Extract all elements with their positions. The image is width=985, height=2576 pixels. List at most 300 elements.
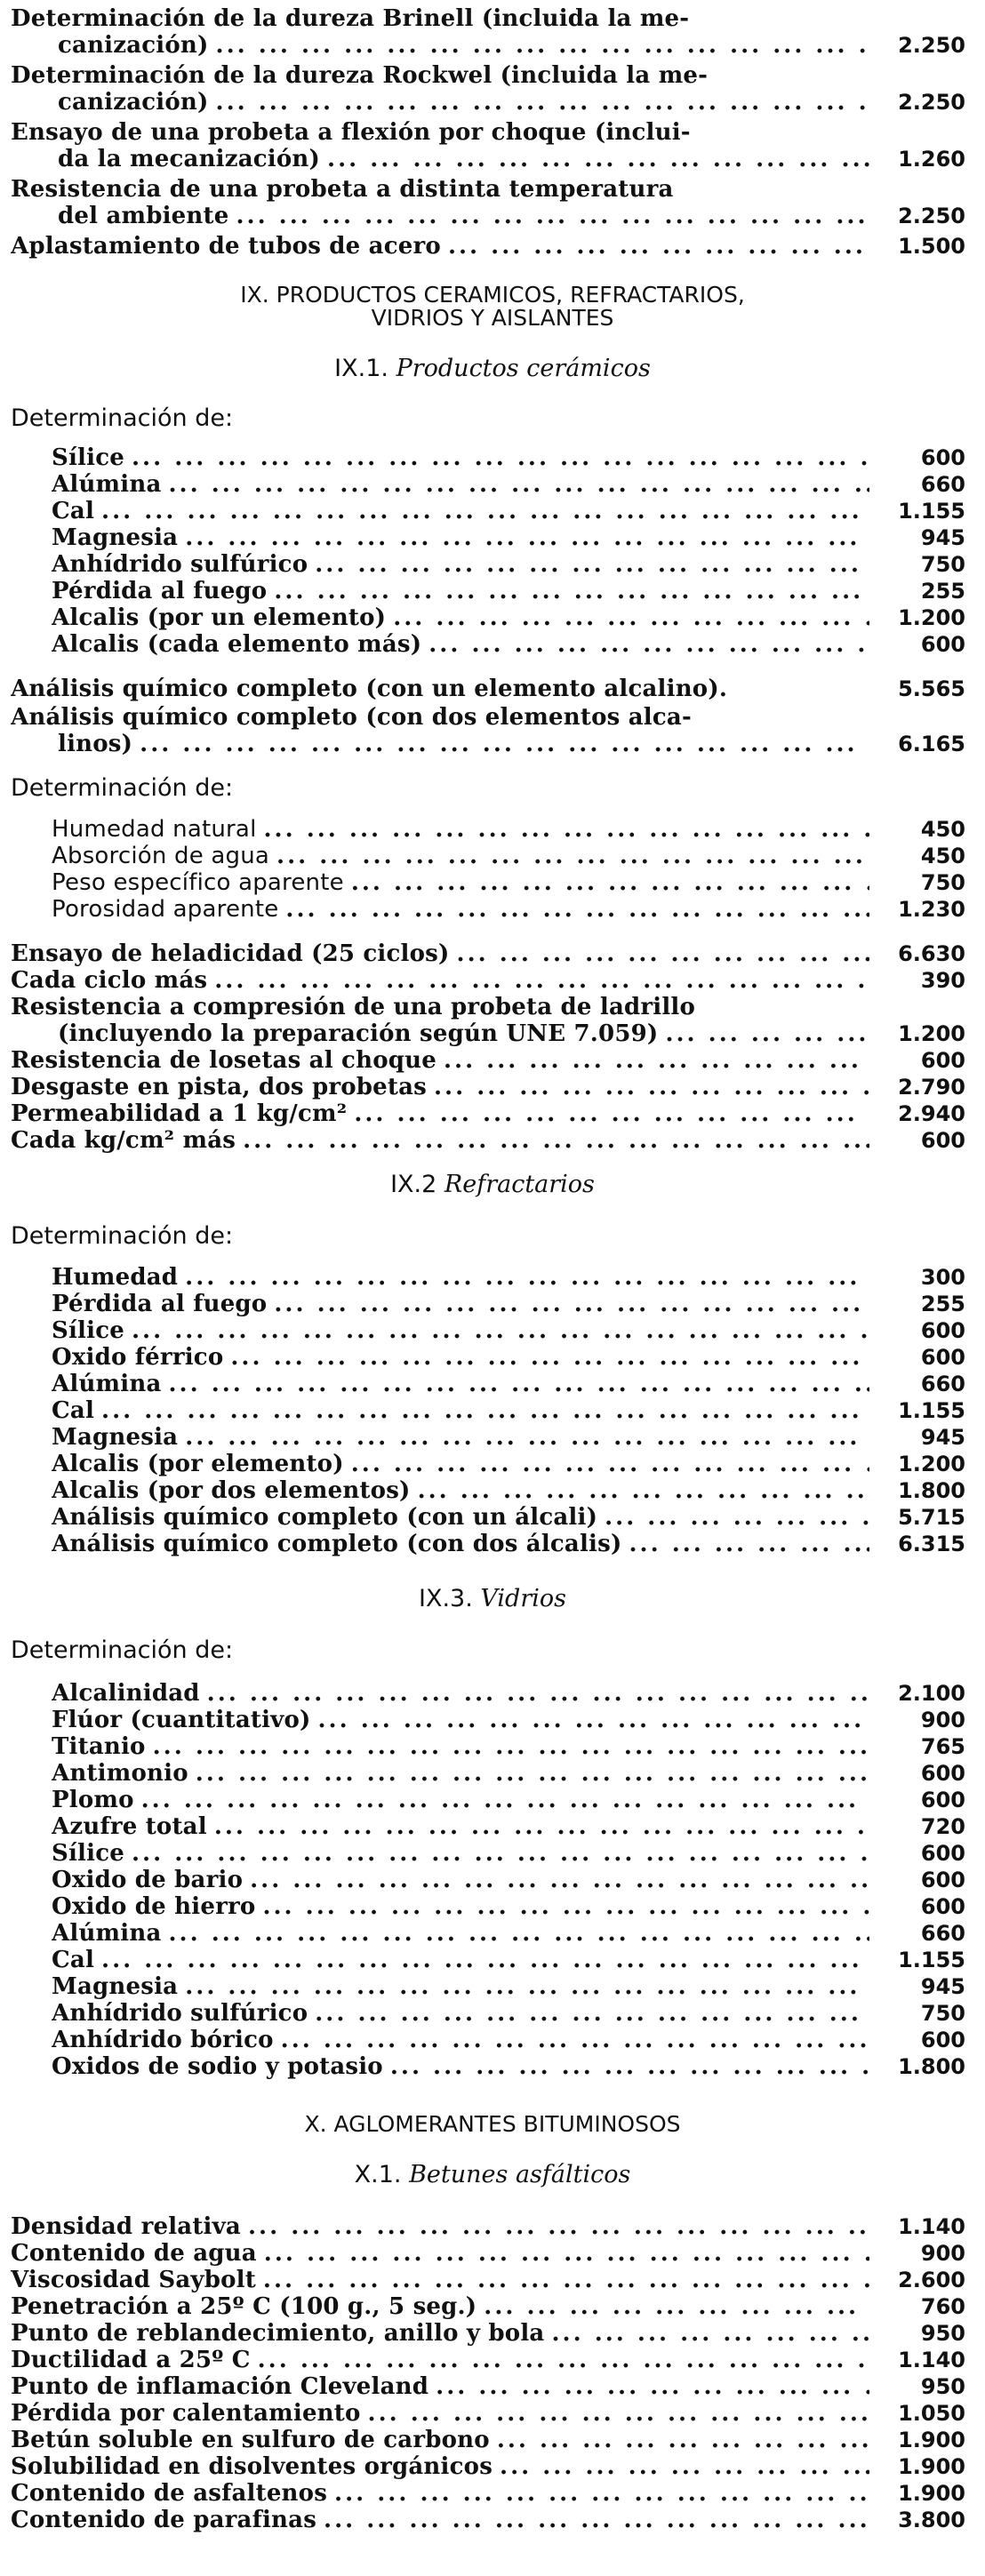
row-price: 1.155: [898, 499, 965, 524]
tariff-row: [0, 578, 985, 604]
row-label: [52, 1424, 869, 1451]
dot-leader: [393, 604, 869, 631]
tariff-row: [0, 1973, 985, 2000]
dot-leader: [484, 2293, 869, 2320]
dot-leader: [276, 843, 869, 869]
row-price: 2.250: [898, 33, 965, 58]
row-label: [52, 2053, 869, 2080]
row-label: [52, 1504, 869, 1531]
row-label: [11, 1047, 869, 1074]
row-text: Densidad relativa: [11, 2213, 241, 2240]
dot-leader: [428, 631, 869, 658]
tariff-row: [0, 444, 985, 471]
dot-leader: [264, 2240, 869, 2267]
row-price: 2.600: [898, 2268, 965, 2292]
section-heading: X. AGLOMERANTES BITUMINOSOS: [304, 2111, 681, 2137]
row-price: 600: [920, 1841, 965, 1866]
tariff-row: [0, 89, 985, 116]
dot-leader: [274, 1291, 869, 1317]
row-text: Alcalis (cada elemento más): [52, 631, 422, 658]
dot-leader: [281, 2027, 869, 2053]
row-text: Análisis químico completo (con dos elementos alca-: [11, 704, 692, 731]
subsection-heading: [0, 356, 985, 382]
row-text: Ensayo de heladicidad (25 ciclos): [11, 940, 450, 967]
row-label: [11, 2480, 869, 2507]
row-text: Anhídrido sulfúrico: [52, 2000, 308, 2027]
dot-leader: [140, 731, 869, 757]
row-price: 1.900: [898, 2428, 965, 2452]
tariff-row: [0, 119, 985, 146]
dot-leader: [434, 1074, 869, 1100]
tariff-row: [0, 1760, 985, 1787]
dot-leader: [327, 146, 869, 172]
dot-leader: [101, 1397, 869, 1424]
tariff-row: [0, 1127, 985, 1154]
tariff-row: [0, 498, 985, 524]
dot-leader: [351, 1451, 869, 1477]
row-text: Pérdida al fuego: [52, 578, 268, 604]
row-price: 2.940: [898, 1101, 965, 1126]
row-label: [52, 1317, 869, 1344]
row-label: [11, 940, 869, 967]
row-price: 945: [920, 525, 965, 550]
dot-leader: [169, 1920, 870, 1947]
row-label: [52, 869, 869, 896]
row-label: [11, 1100, 869, 1127]
tariff-row: [0, 631, 985, 658]
row-text: Sílice: [52, 444, 124, 471]
dot-leader: [390, 2053, 869, 2080]
row-label: [52, 1920, 869, 1947]
tariff-row: [0, 940, 985, 967]
row-price: 600: [920, 632, 965, 657]
tariff-row: [0, 704, 985, 731]
row-price: 600: [920, 1894, 965, 1919]
row-text: Oxido de hierro: [52, 1893, 256, 1920]
row-text: Magnesia: [52, 1424, 179, 1451]
tariff-row: [0, 896, 985, 923]
row-text: Titanio: [52, 1733, 146, 1760]
row-text: (incluyendo la preparación según UNE 7.059): [58, 1020, 659, 1047]
row-label: [52, 524, 869, 551]
tariff-row: [0, 2453, 985, 2480]
subsection-number: X.1.: [354, 2161, 410, 2188]
dot-leader: [368, 2400, 869, 2427]
tariff-row: [0, 1947, 985, 1973]
row-price: 600: [920, 1318, 965, 1343]
dot-leader: [629, 1531, 869, 1557]
row-label: [58, 731, 869, 757]
row-label: [11, 2507, 869, 2533]
row-text: Antimonio: [52, 1760, 188, 1787]
subsection-number: IX.1.: [334, 355, 396, 382]
tariff-row: [0, 1893, 985, 1920]
tariff-row: [0, 2320, 985, 2347]
row-text: Humedad: [52, 1264, 179, 1291]
subsection-heading: [0, 1172, 985, 1198]
tariff-row: [0, 2053, 985, 2080]
tariff-row: [0, 1317, 985, 1344]
row-text: Magnesia: [52, 1973, 179, 2000]
row-text: Ductilidad a 25º C: [11, 2347, 251, 2373]
row-price: 1.200: [898, 605, 965, 630]
row-text: Alcalis (por elemento): [52, 1451, 344, 1477]
row-label: [52, 1344, 869, 1371]
dot-leader: [185, 1264, 869, 1291]
dot-leader: [318, 1707, 870, 1733]
row-text: canización): [58, 32, 209, 59]
row-text: Contenido de agua: [11, 2240, 257, 2267]
dot-leader: [324, 2507, 869, 2533]
row-text: Anhídrido bórico: [52, 2027, 274, 2053]
row-text: Pérdida por calentamiento: [11, 2400, 361, 2427]
tariff-row: [0, 1291, 985, 1317]
tariff-row: [0, 524, 985, 551]
row-label: [58, 203, 869, 229]
row-price: 945: [920, 1425, 965, 1450]
tariff-row: [0, 5, 985, 32]
row-label: [11, 967, 869, 994]
tariff-row: [0, 967, 985, 994]
row-label: [52, 1477, 869, 1504]
row-label: [52, 631, 869, 658]
row-label: [52, 551, 869, 578]
row-text: Alcalis (por un elemento): [52, 604, 387, 631]
dot-leader: [351, 869, 869, 896]
tariff-row: [0, 1840, 985, 1867]
tariff-row: [0, 1504, 985, 1531]
dot-leader: [262, 1893, 869, 1920]
row-text: Magnesia: [52, 524, 179, 551]
row-label: [52, 1787, 869, 1813]
subsection-title: Betunes asfálticos: [409, 2161, 631, 2188]
row-label: [52, 896, 869, 923]
row-text: Alcalis (por dos elementos): [52, 1477, 411, 1504]
row-text: Alcalinidad: [52, 1680, 200, 1707]
tariff-row: [0, 816, 985, 843]
row-text: Permeabilidad a 1 kg/cm²: [11, 1100, 348, 1127]
row-price: 390: [920, 968, 965, 993]
tariff-row: [0, 1371, 985, 1397]
row-text: Aplastamiento de tubos de acero: [11, 233, 441, 260]
row-price: 5.715: [898, 1505, 965, 1530]
row-price: 1.500: [898, 234, 965, 259]
tariff-row: [0, 1813, 985, 1840]
row-label: [11, 2347, 869, 2373]
row-price: 1.800: [898, 2054, 965, 2079]
row-text: Sílice: [52, 1840, 124, 1867]
subsection-title: Productos cerámicos: [396, 355, 651, 382]
row-label: [52, 1707, 869, 1733]
dot-leader: [354, 1100, 869, 1127]
row-price: 3.800: [898, 2508, 965, 2532]
dot-leader: [285, 896, 869, 923]
tariff-row: [0, 1424, 985, 1451]
tariff-row: [0, 2027, 985, 2053]
dot-leader: [185, 1424, 869, 1451]
row-label: [11, 676, 869, 702]
subsection-heading: [0, 1586, 985, 1612]
tariff-row: [0, 2400, 985, 2427]
row-text: Peso específico aparente: [52, 869, 344, 896]
tariff-row: [0, 1733, 985, 1760]
list-intro: Determinación de:: [11, 1222, 234, 1250]
dot-leader: [132, 1840, 869, 1867]
subsection-heading: [0, 2162, 985, 2188]
row-price: 1.200: [898, 1452, 965, 1476]
tariff-row: [0, 1344, 985, 1371]
row-text: Cal: [52, 1947, 95, 1973]
row-text: Determinación de la dureza Rockwel (incluida la me-: [11, 62, 709, 89]
tariff-row: [0, 2213, 985, 2240]
tariff-row: [0, 604, 985, 631]
subsection-title: Vidrios: [480, 1585, 566, 1612]
row-price: 660: [920, 1921, 965, 1946]
row-text: Alúmina: [52, 1371, 162, 1397]
row-label: [52, 2027, 869, 2053]
row-text: Porosidad aparente: [52, 896, 279, 923]
row-price: 2.250: [898, 204, 965, 228]
row-text: Sílice: [52, 1317, 124, 1344]
row-price: 600: [920, 2028, 965, 2052]
tariff-row: [0, 1047, 985, 1074]
tariff-row: [0, 203, 985, 229]
row-price: 600: [920, 1128, 965, 1153]
row-label: [52, 471, 869, 498]
dot-leader: [185, 524, 869, 551]
row-text: Resistencia de losetas al choque: [11, 1047, 436, 1074]
tariff-row: [0, 551, 985, 578]
row-text: Oxido férrico: [52, 1344, 224, 1371]
row-price: 5.565: [898, 676, 965, 701]
tariff-row: [0, 2480, 985, 2507]
dot-leader: [497, 2427, 869, 2453]
row-label: [52, 1760, 869, 1787]
row-price: 255: [920, 1292, 965, 1316]
row-price: 600: [920, 1761, 965, 1786]
row-label: [11, 62, 965, 89]
row-text: da la mecanización): [58, 146, 321, 172]
row-price: 950: [920, 2321, 965, 2346]
dot-leader: [551, 2320, 869, 2347]
row-label: [11, 2293, 869, 2320]
row-text: Flúor (cuantitativo): [52, 1707, 311, 1733]
dot-leader: [264, 816, 870, 843]
row-price: 1.155: [898, 1948, 965, 1972]
row-price: 1.140: [898, 2348, 965, 2372]
dot-leader: [334, 2480, 869, 2507]
tariff-row: [0, 1020, 985, 1047]
dot-leader: [605, 1504, 869, 1531]
row-text: Análisis químico completo (con dos álcalis): [52, 1531, 622, 1557]
row-text: canización): [58, 89, 209, 116]
row-label: [52, 1371, 869, 1397]
row-text: Solubilidad en disolventes orgánicos: [11, 2453, 493, 2480]
row-label: [58, 32, 869, 59]
row-price: 2.100: [898, 1681, 965, 1706]
dot-leader: [207, 1680, 869, 1707]
row-text: Resistencia a compresión de una probeta de ladrillo: [11, 994, 696, 1020]
row-label: [52, 2000, 869, 2027]
row-price: 255: [920, 579, 965, 604]
section-heading: VIDRIOS Y AISLANTES: [371, 305, 614, 331]
row-label: [52, 604, 869, 631]
row-text: Determinación de la dureza Brinell (incluida la me-: [11, 5, 690, 32]
tariff-row: [0, 1867, 985, 1893]
row-text: Oxidos de sodio y potasio: [52, 2053, 383, 2080]
dot-leader: [250, 1867, 869, 1893]
row-price: 900: [920, 2241, 965, 2266]
dot-leader: [500, 2453, 869, 2480]
row-price: 1.800: [898, 1478, 965, 1503]
dot-leader: [141, 1787, 869, 1813]
row-price: 2.250: [898, 90, 965, 115]
dot-leader: [101, 1947, 869, 1973]
row-label: [11, 119, 965, 146]
row-text: Punto de reblandecimiento, anillo y bola: [11, 2320, 545, 2347]
row-label: [58, 89, 869, 116]
row-label: [52, 1973, 869, 2000]
row-text: Plomo: [52, 1787, 134, 1813]
list-intro: Determinación de:: [11, 1636, 234, 1664]
dot-leader: [132, 1317, 869, 1344]
row-price: 2.790: [898, 1075, 965, 1100]
tariff-row: [0, 1680, 985, 1707]
tariff-row: [0, 2240, 985, 2267]
tariff-row: [0, 1100, 985, 1127]
dot-leader: [196, 1760, 869, 1787]
tariff-row: [0, 1787, 985, 1813]
tariff-row: [0, 2000, 985, 2027]
row-label: [52, 1733, 869, 1760]
row-label: [11, 1127, 869, 1154]
row-label: [52, 1291, 869, 1317]
row-price: 600: [920, 1345, 965, 1370]
dot-leader: [444, 1047, 869, 1074]
dot-leader: [236, 203, 869, 229]
dot-leader: [248, 2213, 869, 2240]
row-text: Pérdida al fuego: [52, 1291, 268, 1317]
row-label: [52, 444, 869, 471]
row-price: 765: [920, 1734, 965, 1759]
dot-leader: [315, 2000, 869, 2027]
tariff-row: [0, 32, 985, 59]
tariff-row: [0, 2347, 985, 2373]
row-label: [11, 2240, 869, 2267]
list-intro: Determinación de:: [11, 404, 234, 432]
row-label: [11, 2427, 869, 2453]
row-text: Penetración a 25º C (100 g., 5 seg.): [11, 2293, 477, 2320]
dot-leader: [153, 1733, 869, 1760]
row-text: Oxido de bario: [52, 1867, 244, 1893]
row-label: [52, 1840, 869, 1867]
row-label: [11, 704, 965, 731]
section-heading: IX. PRODUCTOS CERAMICOS, REFRACTARIOS,: [240, 282, 745, 308]
dot-leader: [258, 2347, 869, 2373]
row-text: Contenido de parafinas: [11, 2507, 317, 2533]
row-label: [52, 578, 869, 604]
row-label: [11, 233, 869, 260]
dot-leader: [665, 1020, 869, 1047]
row-price: 750: [920, 552, 965, 577]
dot-leader: [216, 89, 869, 116]
row-price: 6.165: [898, 732, 965, 756]
row-text: Alúmina: [52, 471, 162, 498]
dot-leader: [230, 1344, 869, 1371]
row-label: [11, 176, 965, 203]
subsection-number: IX.2: [390, 1171, 444, 1198]
tariff-row: [0, 1264, 985, 1291]
tariff-row: [0, 2373, 985, 2400]
row-text: Cada ciclo más: [11, 967, 208, 994]
row-price: 660: [920, 1372, 965, 1396]
tariff-row: [0, 233, 985, 260]
subsection-number: IX.3.: [419, 1585, 481, 1612]
row-price: 1.200: [898, 1021, 965, 1046]
row-price: 600: [920, 1048, 965, 1073]
subsection-title: Refractarios: [444, 1171, 595, 1198]
tariff-row: [0, 2267, 985, 2293]
row-label: [11, 2373, 869, 2400]
row-text: Anhídrido sulfúrico: [52, 551, 308, 578]
row-price: 450: [920, 817, 965, 842]
dot-leader: [216, 32, 869, 59]
row-text: Análisis químico completo (con un álcali): [52, 1504, 598, 1531]
tariff-row: [0, 1707, 985, 1733]
row-text: Punto de inflamación Cleveland: [11, 2373, 429, 2400]
dot-leader: [132, 444, 869, 471]
row-text: Cal: [52, 1397, 95, 1424]
tariff-row: [0, 62, 985, 89]
row-label: [11, 2400, 869, 2427]
dot-leader: [448, 233, 869, 260]
dot-leader: [418, 1477, 869, 1504]
row-price: 760: [920, 2294, 965, 2319]
row-price: 600: [920, 1788, 965, 1812]
dot-leader: [214, 1813, 869, 1840]
tariff-row: [0, 1451, 985, 1477]
tariff-row: [0, 1477, 985, 1504]
dot-leader: [243, 1127, 869, 1154]
row-text: Cada kg/cm² más: [11, 1127, 236, 1154]
row-price: 1.230: [898, 897, 965, 922]
row-price: 945: [920, 1974, 965, 1999]
row-price: 950: [920, 2374, 965, 2399]
dot-leader: [101, 498, 869, 524]
row-label: [11, 5, 965, 32]
row-price: 1.260: [898, 147, 965, 172]
row-text: Betún soluble en sulfuro de carbono: [11, 2427, 490, 2453]
tariff-row: [0, 471, 985, 498]
dot-leader: [169, 471, 870, 498]
row-label: [52, 498, 869, 524]
row-label: [52, 1813, 869, 1840]
row-price: 1.900: [898, 2454, 965, 2479]
row-text: Ensayo de una probeta a flexión por choque (inclui-: [11, 119, 691, 146]
row-price: 600: [920, 445, 965, 470]
row-label: [11, 2267, 869, 2293]
tariff-row: [0, 146, 985, 172]
dot-leader: [457, 940, 869, 967]
dot-leader: [169, 1371, 870, 1397]
row-price: 1.050: [898, 2401, 965, 2426]
row-label: [52, 1264, 869, 1291]
row-price: 1.155: [898, 1398, 965, 1423]
row-label: [11, 2213, 869, 2240]
row-price: 450: [920, 844, 965, 868]
dot-leader: [315, 551, 869, 578]
row-label: [52, 1867, 869, 1893]
